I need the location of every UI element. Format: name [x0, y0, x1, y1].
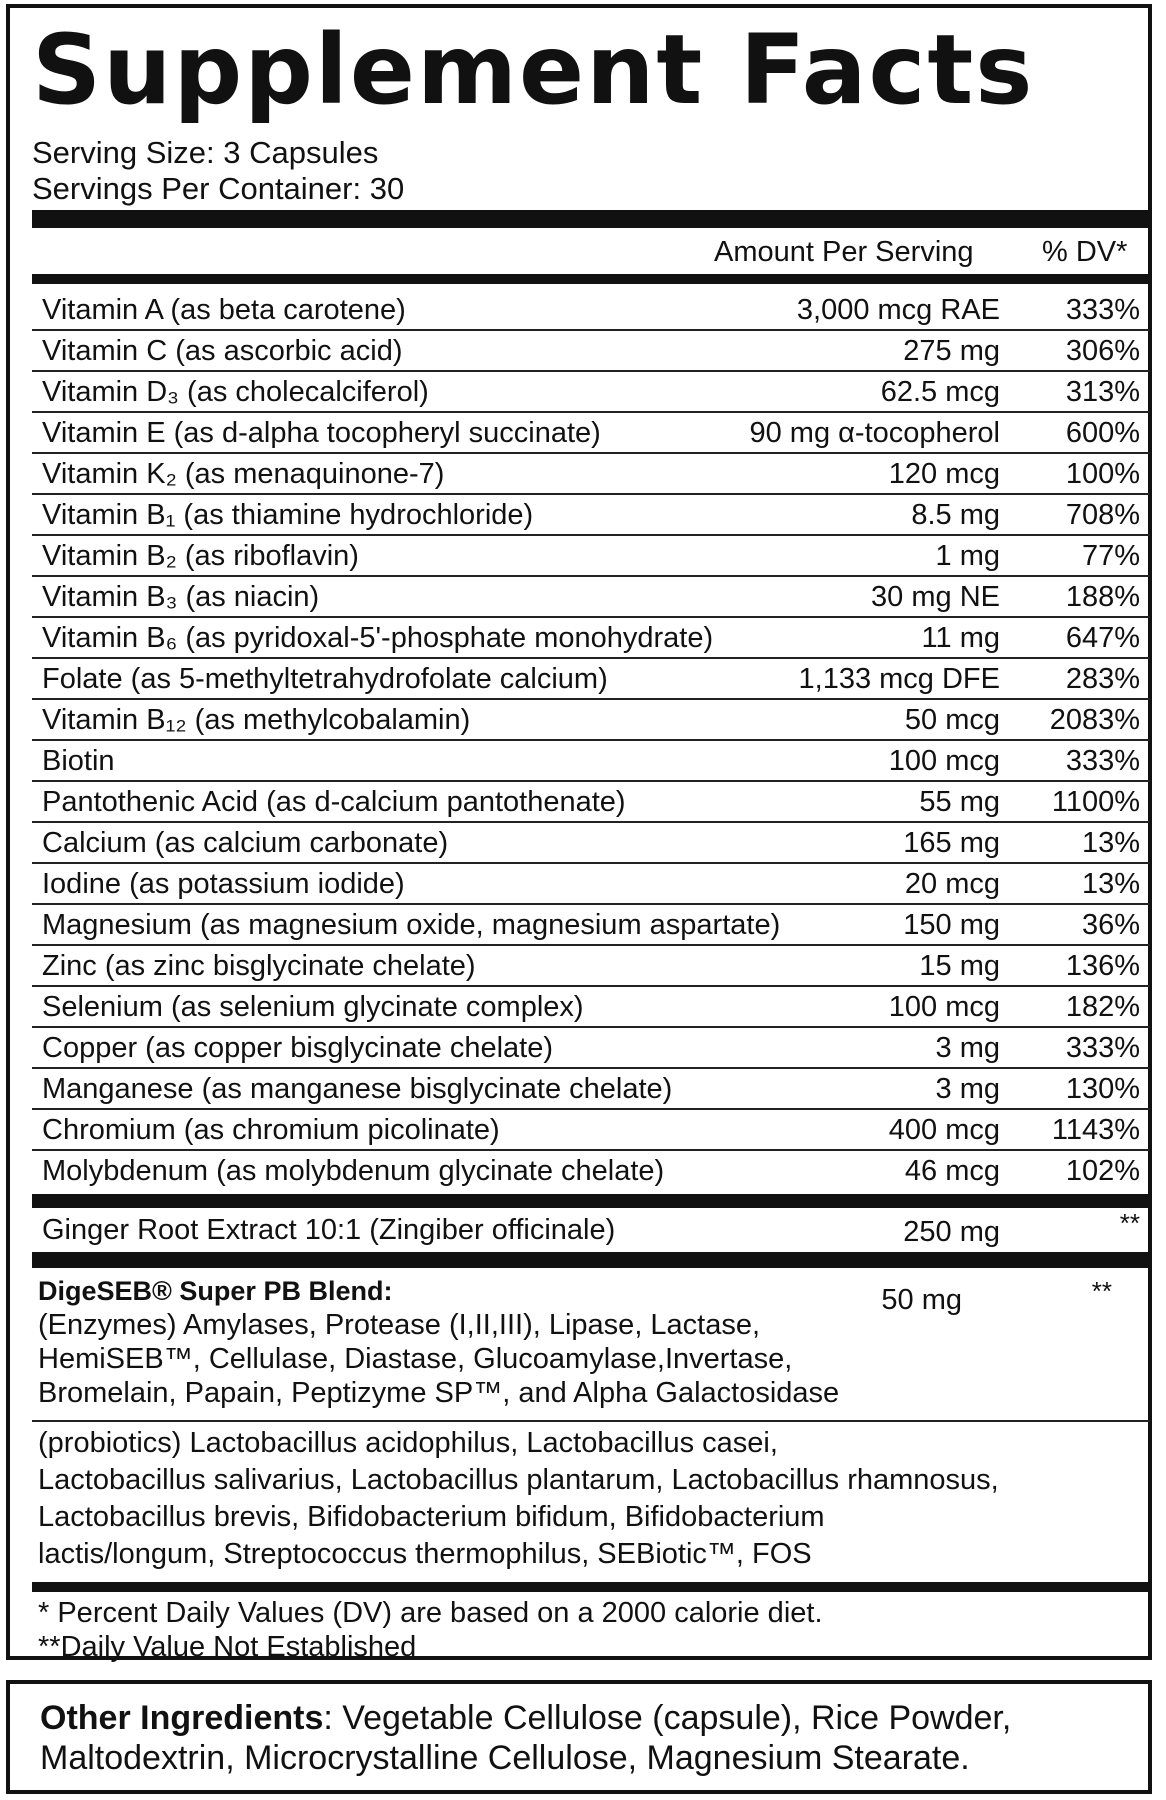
nutrient-amount: 11 mg [921, 622, 1000, 654]
nutrient-amount: 100 mcg [888, 745, 1000, 777]
daily-value-header: % DV* [1042, 236, 1128, 268]
dv-footnote: * Percent Daily Values (DV) are based on a 2000 calorie diet. [38, 1597, 823, 1629]
nutrient-amount: 30 mg NE [871, 581, 1000, 613]
blend-dv: ** [1091, 1276, 1112, 1306]
nutrient-amount: 90 mg α-tocopherol [749, 417, 1000, 449]
nutrient-amount: 46 mcg [904, 1155, 1000, 1187]
nutrient-row [32, 946, 1150, 987]
nutrient-dv: 1143% [1051, 1114, 1140, 1146]
nutrient-amount: 62.5 mcg [880, 376, 1000, 408]
blend-enzymes-line: HemiSEB™, Cellulase, Diastase, Glucoamylase,Invertase, [38, 1343, 793, 1375]
nutrient-dv: 283% [1065, 663, 1140, 695]
ingredient-dv: ** [1119, 1208, 1140, 1238]
nutrient-amount: 150 mg [903, 909, 1000, 941]
nutrient-name: Vitamin E (as d-alpha tocopheryl succinate) [42, 417, 601, 449]
nutrient-name: Copper (as copper bisglycinate chelate) [42, 1032, 553, 1064]
nutrient-amount: 275 mg [903, 335, 1000, 367]
nutrient-dv: 333% [1065, 294, 1140, 326]
nutrient-name: Vitamin A (as beta carotene) [42, 294, 406, 326]
other-ingredients-box [6, 1680, 1152, 1794]
nutrient-name: Pantothenic Acid (as d-calcium pantothenate) [42, 786, 626, 818]
nutrient-name: Vitamin C (as ascorbic acid) [42, 335, 403, 367]
nutrient-amount: 165 mg [903, 827, 1000, 859]
nutrient-dv: 102% [1065, 1155, 1140, 1187]
nutrient-row [32, 823, 1150, 864]
blend-probiotics-line: Lactobacillus salivarius, Lactobacillus plantarum, Lactobacillus rhamnosus, [38, 1464, 999, 1496]
nutrient-row [32, 372, 1150, 413]
nutrient-dv: 182% [1065, 991, 1140, 1023]
other-ingredients-list: : Vegetable Cellulose (capsule), Rice Powder, Maltodextrin, Microcrystalline Cellulose, Magnesium Stearate. [40, 1699, 1012, 1777]
nutrient-row [32, 1151, 1150, 1192]
supplement-facts-panel [6, 4, 1152, 1663]
nutrient-row [32, 1069, 1150, 1110]
nutrient-row [32, 331, 1150, 372]
nutrient-name: Iodine (as potassium iodide) [42, 868, 405, 900]
nutrient-amount: 20 mcg [904, 868, 1000, 900]
thin-divider [32, 1420, 1150, 1422]
nutrient-row [32, 1028, 1150, 1069]
nutrient-row [32, 290, 1150, 331]
servings-per-container: Servings Per Container: 30 [32, 171, 405, 206]
nutrient-dv: 708% [1065, 499, 1140, 531]
nutrient-amount: 8.5 mg [911, 499, 1000, 531]
thick-divider [32, 1252, 1150, 1268]
ingredient-name: Ginger Root Extract 10:1 (Zingiber officinale) [42, 1214, 616, 1246]
nutrient-row [32, 864, 1150, 905]
not-established-footnote: **Daily Value Not Established [38, 1631, 417, 1663]
nutrient-row [32, 577, 1150, 618]
nutrient-name: Selenium (as selenium glycinate complex) [42, 991, 584, 1023]
thick-divider [32, 1582, 1150, 1592]
nutrient-dv: 306% [1065, 335, 1140, 367]
nutrient-name: Vitamin B₁₂ (as methylcobalamin) [42, 704, 471, 736]
nutrient-amount: 3,000 mcg RAE [796, 294, 1000, 326]
nutrient-row [32, 987, 1150, 1028]
blend-probiotics-line: (probiotics) Lactobacillus acidophilus, Lactobacillus casei, [38, 1427, 778, 1459]
nutrient-dv: 100% [1065, 458, 1140, 490]
nutrient-dv: 13% [1081, 827, 1140, 859]
nutrient-amount: 3 mg [935, 1032, 1000, 1064]
nutrient-name: Manganese (as manganese bisglycinate chelate) [42, 1073, 673, 1105]
thick-divider [32, 210, 1150, 228]
nutrient-amount: 50 mcg [904, 704, 1000, 736]
ginger-row [32, 1208, 1150, 1252]
nutrient-row [32, 536, 1150, 577]
nutrient-row [32, 659, 1150, 700]
nutrient-dv: 600% [1065, 417, 1140, 449]
nutrient-row [32, 454, 1150, 495]
nutrient-name: Calcium (as calcium carbonate) [42, 827, 449, 859]
nutrient-name: Vitamin B₂ (as riboflavin) [42, 540, 359, 572]
nutrient-name: Biotin [42, 745, 115, 777]
nutrient-row [32, 495, 1150, 536]
nutrient-amount: 1,133 mcg DFE [798, 663, 1000, 695]
nutrient-dv: 188% [1065, 581, 1140, 613]
blend-probiotics-line: lactis/longum, Streptococcus thermophilus, SEBiotic™, FOS [38, 1538, 812, 1570]
nutrient-row [32, 618, 1150, 659]
nutrient-name: Vitamin B₆ (as pyridoxal-5'-phosphate monohydrate) [42, 622, 714, 654]
nutrient-dv: 13% [1081, 868, 1140, 900]
nutrient-amount: 100 mcg [888, 991, 1000, 1023]
nutrient-amount: 120 mcg [888, 458, 1000, 490]
nutrient-dv: 130% [1065, 1073, 1140, 1105]
nutrient-amount: 15 mg [919, 950, 1000, 982]
nutrient-row [32, 700, 1150, 741]
nutrient-row [32, 1110, 1150, 1151]
nutrient-dv: 2083% [1049, 704, 1140, 736]
nutrient-dv: 313% [1065, 376, 1140, 408]
blend-title: DigeSEB® Super PB Blend: [38, 1276, 393, 1306]
nutrient-dv: 36% [1081, 909, 1140, 941]
nutrient-amount: 3 mg [935, 1073, 1000, 1105]
nutrient-amount: 400 mcg [888, 1114, 1000, 1146]
nutrient-name: Zinc (as zinc bisglycinate chelate) [42, 950, 476, 982]
nutrient-name: Molybdenum (as molybdenum glycinate chelate) [42, 1155, 665, 1187]
nutrient-name: Chromium (as chromium picolinate) [42, 1114, 500, 1146]
serving-size: Serving Size: 3 Capsules [32, 135, 379, 170]
blend-enzymes-line: Bromelain, Papain, Peptizyme SP™, and Alpha Galactosidase [38, 1377, 840, 1409]
header-divider [32, 274, 1150, 284]
blend-amount: 50 mg [881, 1284, 962, 1316]
ingredient-amount: 250 mg [903, 1216, 1000, 1248]
other-ingredients-label: Other Ingredients [40, 1699, 324, 1737]
nutrient-name: Folate (as 5-methyltetrahydrofolate calcium) [42, 663, 608, 695]
nutrient-name: Vitamin B₃ (as niacin) [42, 581, 320, 613]
nutrient-name: Vitamin K₂ (as menaquinone-7) [42, 458, 445, 490]
nutrient-row [32, 413, 1150, 454]
blend-probiotics-line: Lactobacillus brevis, Bifidobacterium bifidum, Bifidobacterium [38, 1501, 825, 1533]
nutrient-dv: 1100% [1051, 786, 1140, 818]
nutrient-dv: 333% [1065, 1032, 1140, 1064]
blend-enzymes-line: (Enzymes) Amylases, Protease (I,II,III), Lipase, Lactase, [38, 1309, 761, 1341]
nutrient-dv: 647% [1065, 622, 1140, 654]
panel-title: Supplement Facts [32, 14, 1035, 126]
nutrient-name: Vitamin D₃ (as cholecalciferol) [42, 376, 429, 408]
nutrient-dv: 136% [1065, 950, 1140, 982]
nutrient-name: Magnesium (as magnesium oxide, magnesium aspartate) [42, 909, 781, 941]
nutrient-dv: 77% [1081, 540, 1140, 572]
nutrient-name: Vitamin B₁ (as thiamine hydrochloride) [42, 499, 534, 531]
thick-divider [32, 1194, 1150, 1208]
other-ingredients-text [40, 1698, 1148, 1778]
nutrient-row [32, 782, 1150, 823]
nutrient-row [32, 905, 1150, 946]
nutrient-amount: 55 mg [919, 786, 1000, 818]
nutrient-dv: 333% [1065, 745, 1140, 777]
nutrient-amount: 1 mg [935, 540, 1000, 572]
nutrient-row [32, 741, 1150, 782]
amount-per-serving-header: Amount Per Serving [714, 236, 974, 268]
